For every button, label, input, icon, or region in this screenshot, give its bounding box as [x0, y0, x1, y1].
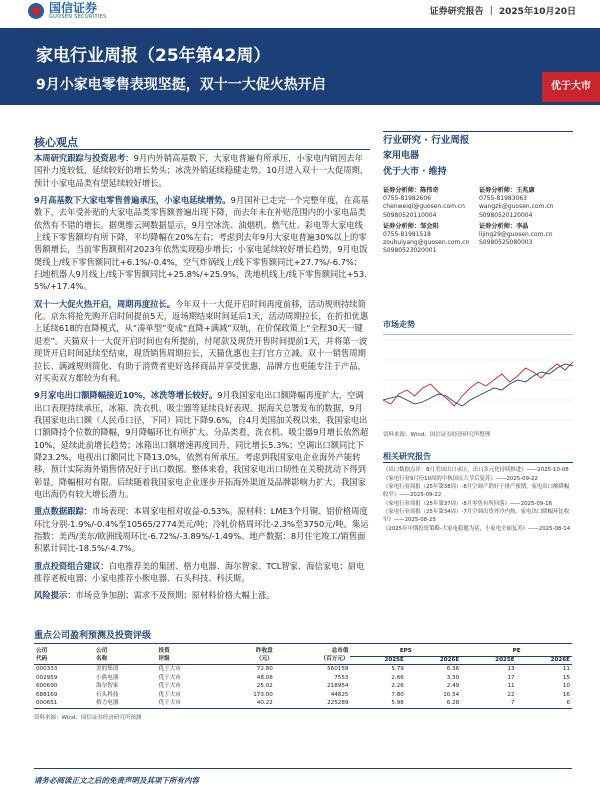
- paragraph-text: 9月我国家电出口额降幅再度扩大，空调出口表现持续承压，冰箱、洗衣机、吸尘器等延续良好表现。据海关总署发布的数据，9月我国家电出口额（人民币口径，下同）同比下降9.6%，自4月美国加关税以来，我国家电出口额降持个位数的降幅，9月降幅环比有所扩大。分品类看，洗衣机、吸尘器9月增长依然超10%，延续此前增长趋势；冰箱出口额增速再度回升，同比增长5.3%；空调出口额同比下降23.2%，电视出口额同比下降13.0%，依然有所承压。考虑到我国家电企业海外产能转移，预计实际海外销售情况好于出口数据。整体来看，我国家电出口韧性在关税扰动下得到彰显，降幅相对有限。后续随着我国家电企业逐步开拓海外渠道及品牌影响力扩大，我国家电出海仍有较大增长潜力。: [34, 390, 369, 499]
- analyst-card: [479, 187, 573, 220]
- related-report-link[interactable]: 《2025年中期投资策略-大家电稳健为基，小家电全面复苏》——2025-08-14: [383, 525, 571, 532]
- cell-rating: 优于大市: [158, 683, 181, 689]
- table-row: [34, 682, 572, 691]
- analyst-role: 证券分析师：: [383, 222, 421, 230]
- table-source: 资料来源：Wind、国信证券经济研究所预测: [34, 715, 142, 721]
- sub-header: 2025E: [461, 656, 516, 665]
- sub-header: 2026E: [406, 656, 461, 665]
- paragraph-domestic-retail: [34, 194, 370, 293]
- cell-rating: 优于大市: [158, 666, 181, 672]
- cell-eps26: 6.28: [406, 699, 461, 708]
- cell-code: 000333: [36, 666, 58, 672]
- chart-series-line: [383, 364, 573, 406]
- table-row: [34, 665, 572, 674]
- cell-close: 25.02: [256, 683, 273, 689]
- analyst-cert: S0980525080003: [479, 239, 533, 247]
- related-report-link[interactable]: 《出口数据点评：8月美国出口承压，出口多元化持续推进》——2025-10-08: [383, 467, 569, 473]
- paragraph-lead: 重点数据跟踪：: [34, 506, 93, 517]
- sector-label: 家用电器: [383, 151, 420, 161]
- paragraph-double-eleven: [34, 298, 370, 384]
- related-report-link[interactable]: 《家电行业周报（25年第34周）-7月空调出货外冷内热，家电出口降幅环比收窄》——2025-08-25: [383, 509, 570, 523]
- paragraph-text: 今年双十一大促开启时间再度前移，活动规则持续简化。京东将抢先购开启时间提前5天，返场期结束时间延后1天，活动周期拉长，在折扣优惠上延续618的直降模式，从“凑单型”变成“直降+满减”双轨，在价保政策上“全程30天一键退差”。天猫双十一大促开启时间也有所提前，付尾款及现货开售时间提前1天，并将第一波现货开启时间延续至结束，现货销售周期拉长，天猫优惠也主打官方立减。双十一销售周期拉长、满减规则简化、有助于消费者更好选择商品并享受优惠，品牌方也更能专注于产品，对买卖双方都较为有利。: [34, 298, 369, 383]
- paragraph-key-data: [34, 505, 370, 554]
- analyst-cert: S0980520120004: [479, 211, 533, 219]
- cell-pe26: 15: [562, 674, 570, 681]
- table-row: [34, 674, 572, 683]
- chart-grid: [383, 340, 573, 420]
- cell-mcap: 7553: [334, 674, 349, 681]
- related-report-link[interactable]: 《家电行业周报（25年第37周）-8月零售有所回落》——2025-09-16: [383, 500, 553, 507]
- cell-pe26: 6: [517, 699, 572, 708]
- cell-name: 石头科技: [96, 691, 119, 698]
- analyst-name: 陈伟奇: [420, 187, 439, 194]
- sub-header: 2025E: [350, 656, 405, 665]
- cell-code: 000651: [34, 699, 94, 708]
- top-bar: [0, 0, 600, 28]
- cell-eps26: 6.36: [446, 666, 460, 672]
- paragraph-text: 9月内外销高基数下，大家电普遍有所承压，小家电内销因去年国补力度较低，延续较好的增长势头；冰洗外销延续稳健走势。10月进入双十一大促周期，预计小家电品类有望延续较好增长。: [34, 153, 369, 188]
- paragraph-research-tracking: [34, 152, 370, 189]
- cell-name: 小熊电器: [96, 674, 119, 681]
- sub-header: 名称: [94, 656, 156, 665]
- cell-pe26: 16: [562, 691, 570, 698]
- paragraph-risk: [34, 589, 370, 601]
- cell-rating: 优于大市: [157, 699, 219, 708]
- cell-pe25: 22: [507, 691, 515, 698]
- cell-code: 002959: [36, 674, 58, 681]
- analyst-email[interactable]: zouhuiyang@guosen.com.cn: [383, 239, 470, 247]
- logo-en-text: GUOSEN SECURITIES: [49, 14, 107, 20]
- paragraph-lead: 风险提示：: [34, 590, 76, 601]
- analyst-email[interactable]: lijing29@guosen.com.cn: [479, 231, 553, 239]
- cell-close: 48.08: [256, 674, 273, 681]
- paragraph-text: 市场竞争加剧；需求不及预期；原材料价格大幅上涨。: [75, 590, 275, 601]
- cell-close: 173.00: [253, 691, 273, 698]
- paragraph-lead: 本周研究跟踪与投资思考：: [34, 153, 134, 163]
- cell-close: 40.22: [219, 699, 275, 708]
- report-type-date: 证券研究报告 ｜ 2025年10月20日: [429, 7, 576, 17]
- section-divider: [34, 149, 370, 150]
- core-views-body: [34, 152, 370, 604]
- analyst-cert: S0980523020001: [383, 247, 437, 255]
- col-header: 总市值: [331, 648, 349, 655]
- col-header: 公司: [96, 648, 108, 655]
- cell-pe25: 11: [507, 683, 515, 689]
- table-row: [34, 699, 572, 708]
- analyst-role: 证券分析师：: [383, 187, 421, 194]
- analyst-name: 王兆康: [516, 187, 535, 194]
- earnings-forecast-table: [34, 648, 572, 709]
- section-title-core-views: 核心观点: [34, 136, 78, 149]
- analyst-email[interactable]: wangzk@guosen.com.cn: [479, 203, 554, 211]
- cell-pe26: 11: [562, 666, 570, 672]
- sub-header: （元）: [219, 656, 275, 665]
- table-title: 重点公司盈利预测及投资评级: [34, 631, 152, 641]
- related-divider: [383, 462, 573, 463]
- paragraph-lead: 重点投资组合建议：: [34, 560, 109, 571]
- paragraph-lead: 9月家电出口额降幅接近10%，冰洗等增长较好。: [34, 390, 218, 401]
- cell-name: 格力电器: [94, 699, 156, 708]
- industry-label: 行业研究 · 行业周报: [383, 135, 470, 146]
- cell-eps25: 2.26: [391, 683, 404, 689]
- report-subtitle: 9月小家电零售表现坚挺，双十一大促火热开启: [36, 77, 326, 93]
- cell-mcap: 560159: [327, 666, 349, 672]
- paragraph-text: 9月国补已走完一个完整年度，在高基数下，去年受补贴的大家电品类零售额普遍出现下降，而去年未在补贴范围内的小家电品类依然有不错的增长。据奥维云网数据显示，9月空冰洗、油烟机、燃气灶、彩电等大家电线上线下零售额均有所下降，平均降幅在20%左右；考虑到去年9月大家电普遍30%以上的零售额增长，当前零售额相对2023年依然实现稳步增长；小家电延续较好增长趋势，9月电饭煲线上/线下零售额同比+6.1%/-0.4%，空气炸锅线上/线下零售额同比+27.7%/-6.7%；扫地机器人9月线上/线下零售额同比+25.8%/+25.9%，洗地机线上/线下零售额同比+53.5%/+17.4%。: [34, 195, 369, 292]
- analyst-phone: 0755-81981518: [383, 231, 431, 239]
- col-header-pe: PE: [461, 648, 572, 656]
- footer-disclaimer: 请务必阅读正文之后的免责声明及其项下所有内容: [34, 776, 199, 785]
- rating-label: 优于大市 · 维持: [383, 167, 447, 177]
- cell-mcap: 218954: [327, 683, 349, 689]
- paragraph-exports: [34, 389, 370, 500]
- analyst-email[interactable]: chenweiqi@guosen.com.cn: [383, 203, 465, 211]
- sidebar: [383, 132, 573, 256]
- col-header: 公司: [36, 648, 48, 655]
- table-row: [34, 691, 572, 700]
- related-report-link[interactable]: 《家电行业9月份10周的中秋国庆大节后复苏》——2025-09-22: [383, 475, 538, 482]
- analyst-role: 证券分析师：: [479, 187, 517, 194]
- paragraph-text: 市场表现：本周家电相对收益-0.53%。原材料：LME3个月铜、铝价格周度环比分别-1.9%/-0.4%至10565/2774美元/吨；冷轧价格周环比-2.3%至3750元/吨。集运指数：美西/美东/欧洲线周环比-6.72%/-3.89%/-1.49%。地产数据：8月住宅竣工/销售面积累计同比-18.5%/-4.7%。: [34, 506, 369, 554]
- paragraph-lead: 双十一大促火热开启，周期再度拉长。: [34, 298, 176, 309]
- cell-mcap: 44825: [330, 691, 349, 698]
- market-trend-chart: [383, 334, 573, 426]
- cell-eps25: 2.66: [391, 674, 404, 681]
- col-header-eps: EPS: [350, 648, 461, 656]
- logo-mark-icon: [28, 3, 44, 19]
- analyst-list: [383, 187, 573, 256]
- hero-banner: [0, 28, 600, 105]
- cell-eps25: 7.80: [391, 691, 404, 698]
- analyst-role: 证券分析师：: [479, 222, 517, 230]
- company-logo: [28, 2, 107, 20]
- report-title: 家电行业周报（25年第42周）: [36, 46, 271, 66]
- chart-lines: [383, 362, 573, 406]
- cell-mcap: 225289: [275, 699, 351, 708]
- cell-name: 海尔智家: [96, 683, 119, 689]
- paragraph-text: 白电推荐美的集团、格力电器、海尔智家、TCL智家、海信家电；厨电推荐老板电器；小家电推荐小熊电器、石头科技、科沃斯。: [34, 560, 365, 583]
- sub-header: （百万元）: [275, 656, 351, 665]
- cell-eps26: 3.30: [446, 674, 460, 681]
- col-header: 投资: [158, 648, 170, 655]
- related-report-link[interactable]: 《家电行业周报（25年第38周）-8月空调产销好于排产预期，家电出口额降幅收窄》——2025-09-22: [383, 484, 570, 498]
- cell-eps26: 2.49: [446, 683, 460, 689]
- chart-source: 资料来源：Wind、国信证券经济研究所整理: [383, 432, 491, 438]
- analyst-card: [383, 223, 479, 256]
- cell-pe25: 17: [507, 674, 515, 681]
- cell-rating: 优于大市: [158, 674, 181, 681]
- analyst-name: 李晶: [516, 222, 529, 230]
- col-header: 昨收盘: [255, 648, 273, 655]
- analyst-phone: 0755-81983063: [479, 195, 527, 203]
- cell-code: 600690: [36, 683, 58, 689]
- chart-series-line: [383, 362, 573, 406]
- cell-close: 72.80: [256, 666, 273, 672]
- cell-pe25: 7: [461, 699, 516, 708]
- chart-title: 市场走势: [383, 320, 415, 329]
- analyst-phone: 0755-81982606: [383, 195, 431, 203]
- paragraph-portfolio: [34, 560, 370, 585]
- cell-pe25: 13: [507, 666, 515, 672]
- related-reports-list: [383, 466, 573, 533]
- analyst-cert: S0980520110004: [383, 211, 437, 219]
- cell-eps25: 5.79: [391, 666, 404, 672]
- paragraph-lead: 9月高基数下大家电零售普遍承压，小家电延续增势。: [34, 195, 231, 206]
- rating-badge: 优于大市: [542, 72, 600, 102]
- sub-header: 2026E: [517, 656, 572, 665]
- analyst-card: [479, 223, 573, 256]
- analyst-name: 邹会阳: [420, 222, 439, 230]
- footer-divider: [34, 768, 572, 769]
- cell-rating: 优于大市: [158, 691, 181, 698]
- cell-name: 美的集团: [96, 666, 119, 672]
- analyst-card: [383, 187, 479, 220]
- cell-code: 688169: [36, 691, 58, 698]
- sub-header: 代码: [34, 656, 94, 665]
- cell-pe26: 10: [562, 683, 570, 689]
- logo-cn-text: 国信证券: [49, 1, 98, 15]
- cell-eps26: 10.54: [443, 691, 460, 698]
- sub-header: 评级: [157, 656, 219, 665]
- table-title-divider: [34, 643, 572, 644]
- related-reports-title: 相关研究报告: [383, 452, 431, 461]
- cell-eps25: 5.98: [350, 699, 405, 708]
